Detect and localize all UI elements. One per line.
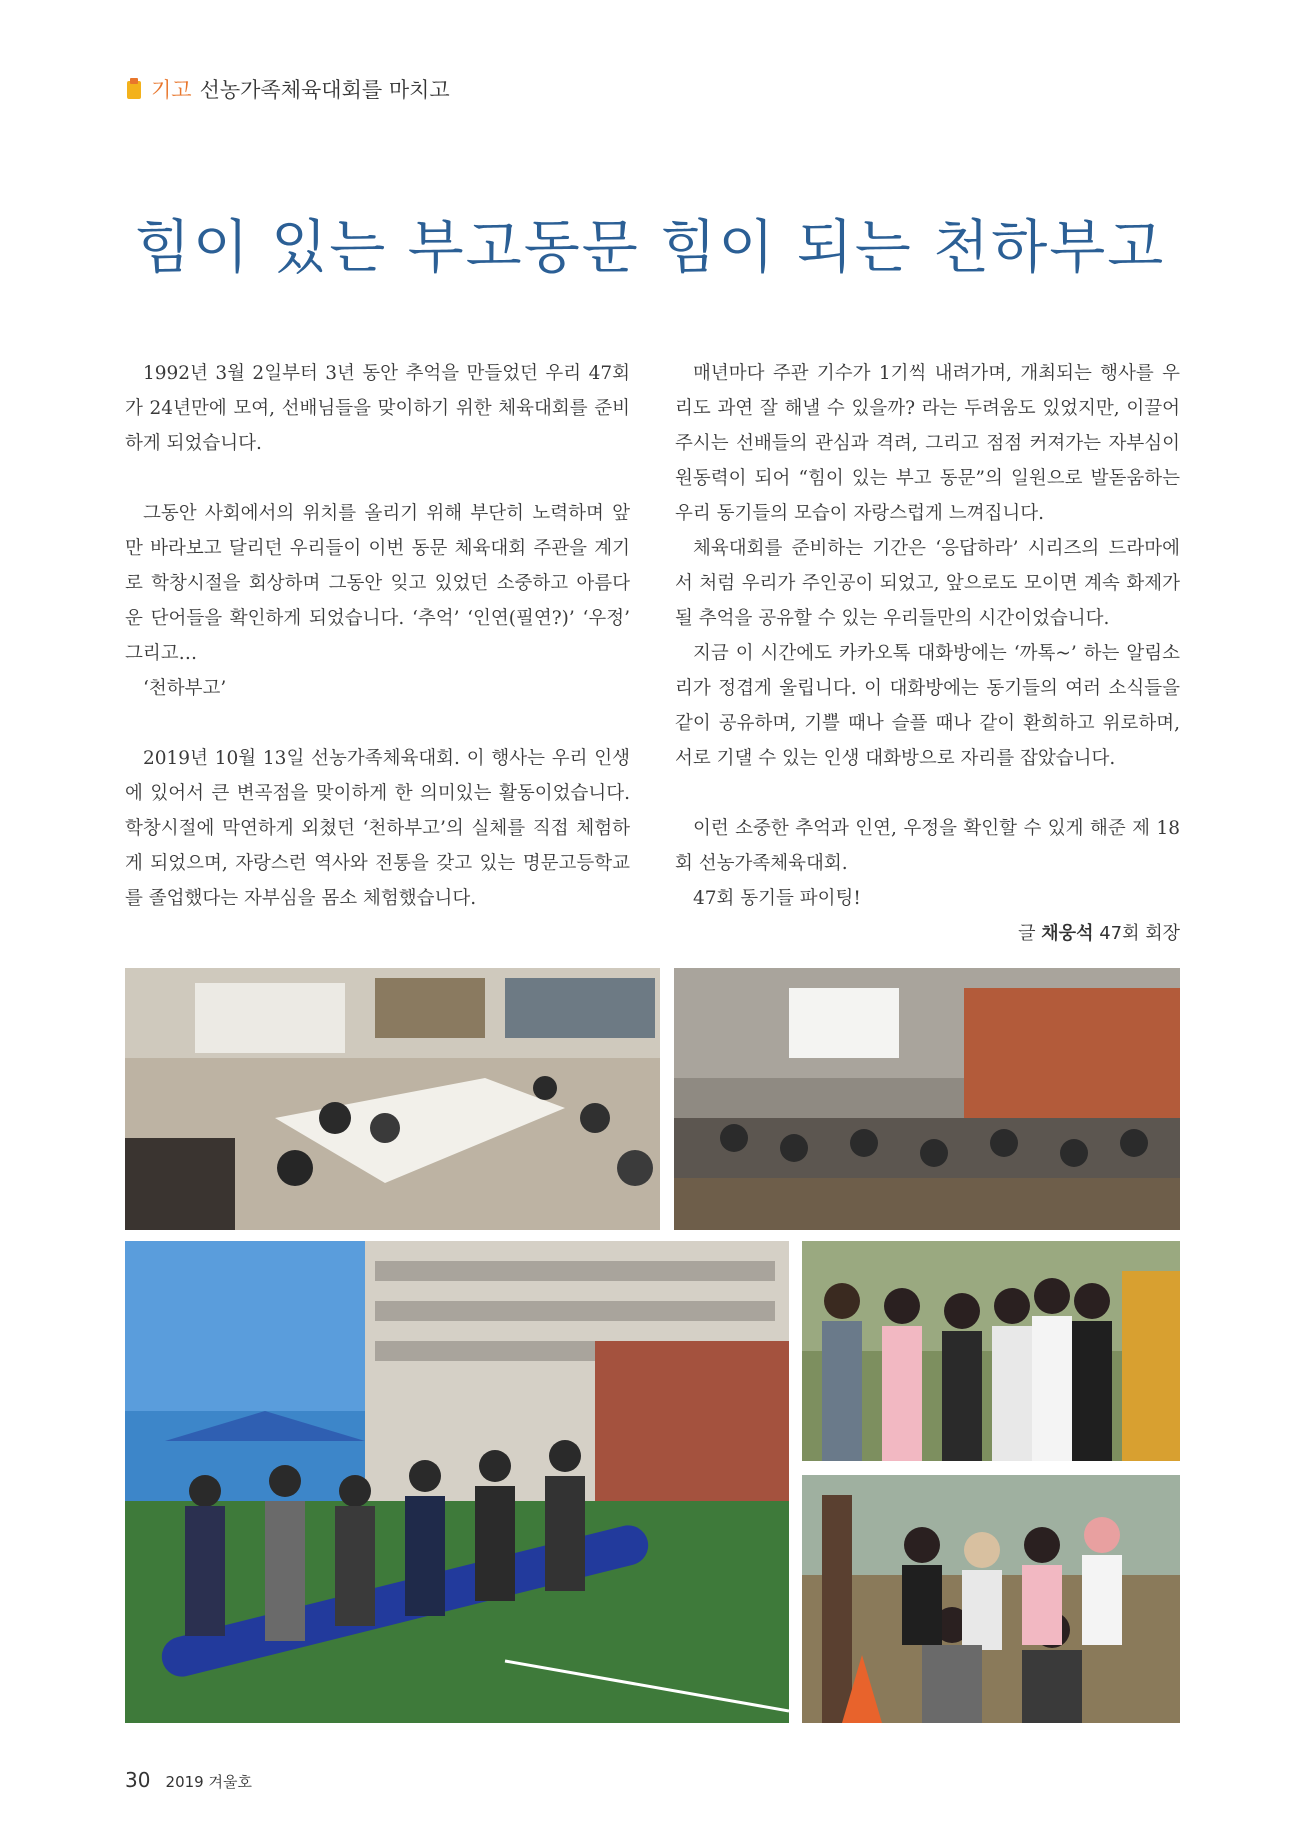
article-title: 힘이 있는 부고동문 힘이 되는 천하부고	[134, 213, 1166, 281]
author-role: 47회 회장	[1099, 923, 1180, 944]
paragraph: 1992년 3월 2일부터 3년 동안 추억을 만들었던 우리 47회가 24년만에 모여, 선배님들을 맞이하기 위한 체육대회를 준비하게 되었습니다.	[125, 363, 630, 454]
section-header	[125, 74, 450, 104]
page-number: 30	[125, 1768, 151, 1792]
paragraph: 지금 이 시간에도 카카오톡 대화방에는 ‘까톡~’ 하는 알림소리가 정겹게 울립니다. 이 대화방에는 동기들의 여러 소식들을 같이 공유하며, 기쁠 때나 슬플 때나 같이 환희하고 위로하며, 서로 기댈 수 있는 인생 대화방으로 자리를 잡았습니다.	[675, 643, 1180, 769]
photo-field-event	[125, 1241, 789, 1723]
right-column	[675, 356, 1180, 916]
photo-meeting-room	[125, 968, 660, 1230]
note-icon	[125, 78, 143, 100]
paragraph: 체육대회를 준비하는 기간은 ‘응답하라’ 시리즈의 드라마에서 처럼 우리가 주인공이 되었고, 앞으로도 모이면 계속 화제가 될 추억을 공유할 수 있는 우리들만의 시간이었습니다.	[675, 538, 1180, 629]
photo-hall-presentation	[674, 968, 1180, 1230]
page-footer	[125, 1768, 252, 1792]
category-label: 기고	[151, 78, 192, 102]
photo-group-women	[802, 1241, 1180, 1461]
author-byline	[675, 919, 1180, 945]
paragraph: 이런 소중한 추억과 인연, 우정을 확인할 수 있게 해준 제 18회 선농가족체육대회.	[675, 818, 1180, 874]
photo-hiking-group	[802, 1475, 1180, 1723]
paragraph: 그동안 사회에서의 위치를 올리기 위해 부단히 노력하며 앞만 바라보고 달리던 우리들이 이번 동문 체육대회 주관을 계기로 학창시절을 회상하며 그동안 잊고 있었던 소중하고 아름다운 단어들을 확인하게 되었습니다. ‘추억’ ‘인연(필연?)’ ‘우정’ 그리고…	[125, 503, 630, 664]
issue-label: 2019 겨울호	[165, 1773, 252, 1791]
byline-prefix: 글	[1018, 923, 1036, 944]
section-subtitle: 선농가족체육대회를 마치고	[199, 78, 450, 102]
author-name: 채웅석	[1041, 923, 1094, 944]
paragraph: 2019년 10월 13일 선농가족체육대회. 이 행사는 우리 인생에 있어서 큰 변곡점을 맞이하게 한 의미있는 활동이었습니다. 학창시절에 막연하게 외쳤던 ‘천하부고’의 실체를 직접 체험하게 되었으며, 자랑스런 역사와 전통을 갖고 있는 명문고등학교를 졸업했다는 자부심을 몸소 체험했습니다.	[125, 748, 630, 909]
paragraph: 47회 동기들 파이팅!	[693, 888, 861, 909]
left-column	[125, 356, 630, 916]
paragraph: 매년마다 주관 기수가 1기씩 내려가며, 개최되는 행사를 우리도 과연 잘 해낼 수 있을까? 라는 두려움도 있었지만, 이끌어 주시는 선배들의 관심과 격려, 그리고 점점 커져가는 자부심이 원동력이 되어 “힘이 있는 부고 동문”의 일원으로 발돋움하는 우리 동기들의 모습이 자랑스럽게 느껴집니다.	[675, 363, 1180, 524]
paragraph: ‘천하부고’	[143, 678, 227, 699]
